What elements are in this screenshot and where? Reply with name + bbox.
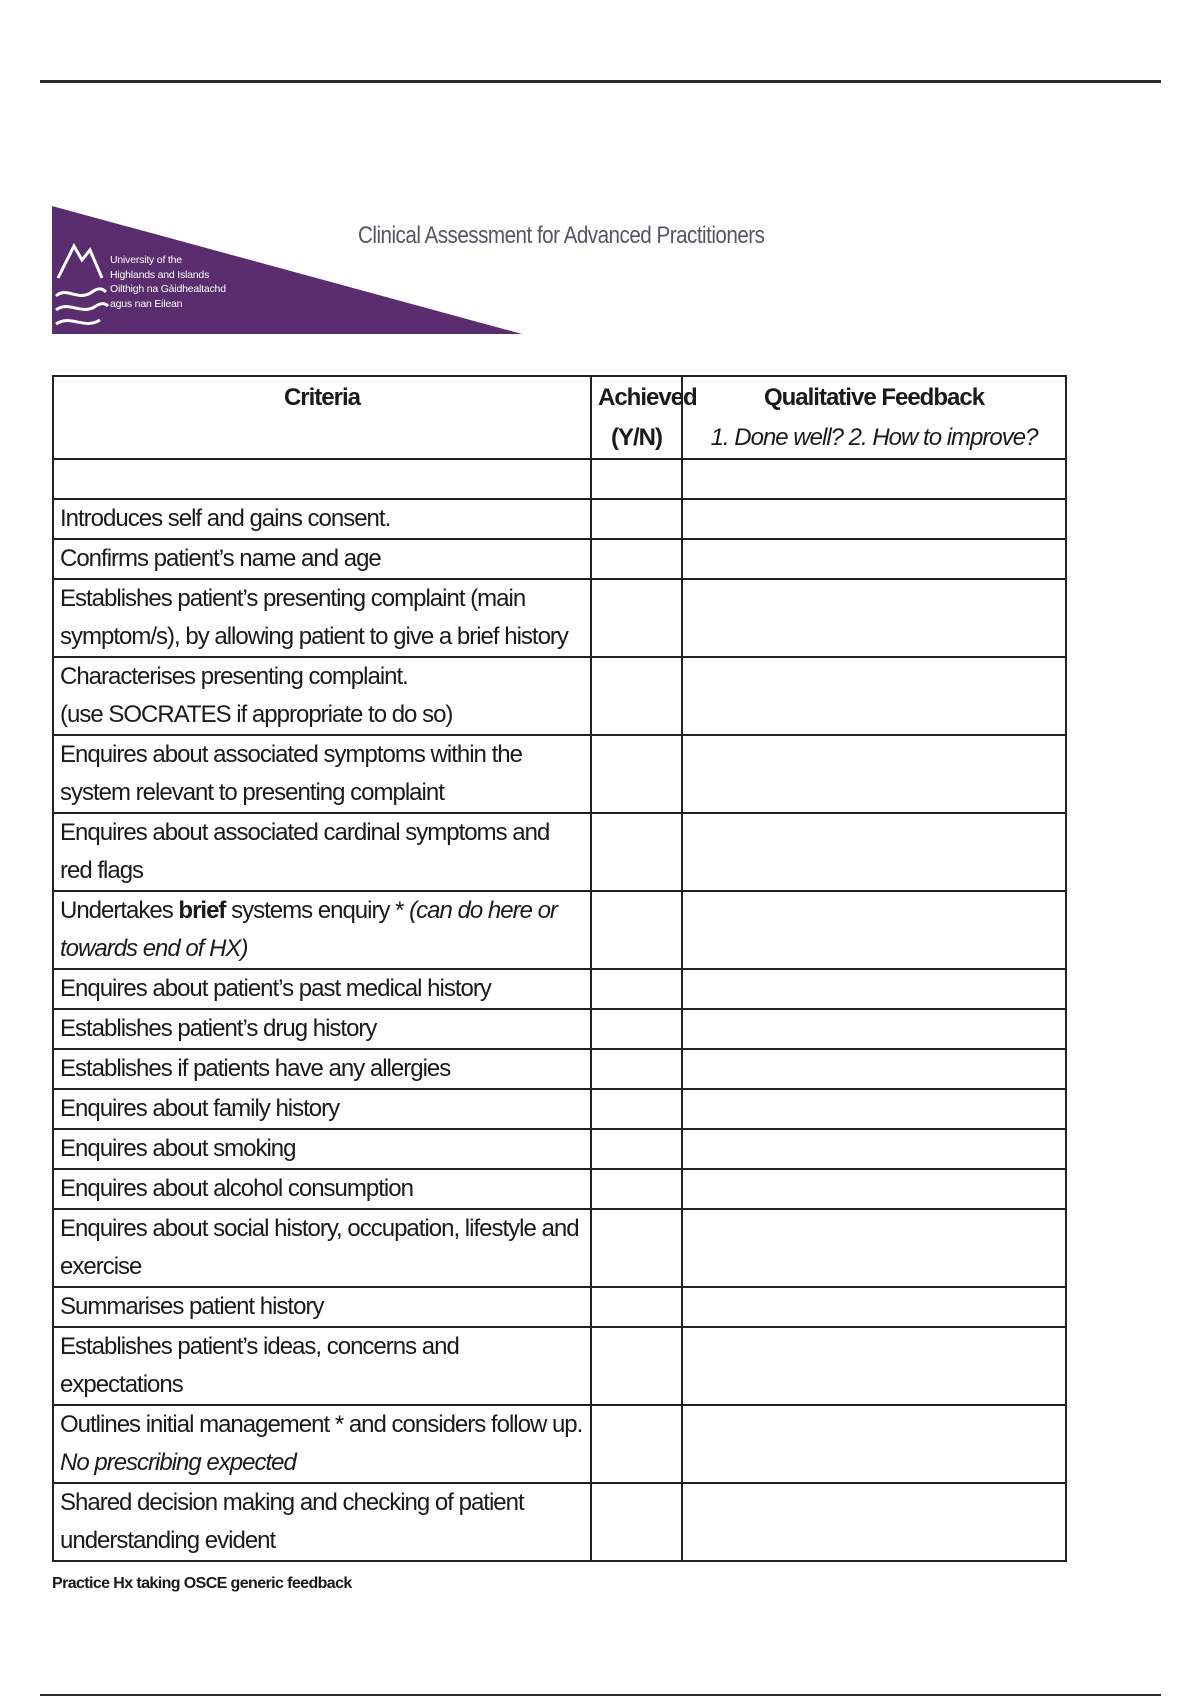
- table-row: [53, 539, 1066, 579]
- table-row: [53, 969, 1066, 1009]
- feedback-cell[interactable]: [682, 735, 1066, 813]
- criteria-cell: Establishes patient’s presenting complaint (main symptom/s), by allowing patient to give a brief history: [53, 579, 591, 657]
- feedback-cell[interactable]: [682, 1209, 1066, 1287]
- feedback-cell[interactable]: [682, 1287, 1066, 1327]
- feedback-cell[interactable]: [682, 459, 1066, 499]
- achieved-cell[interactable]: [591, 1483, 682, 1561]
- achieved-cell[interactable]: [591, 1327, 682, 1405]
- criteria-cell: Characterises presenting complaint. (use SOCRATES if appropriate to do so): [53, 657, 591, 735]
- feedback-cell[interactable]: [682, 1327, 1066, 1405]
- feedback-cell[interactable]: [682, 579, 1066, 657]
- feedback-cell[interactable]: [682, 539, 1066, 579]
- achieved-cell[interactable]: [591, 1049, 682, 1089]
- achieved-cell[interactable]: [591, 1209, 682, 1287]
- feedback-cell[interactable]: [682, 1009, 1066, 1049]
- achieved-cell[interactable]: [591, 579, 682, 657]
- achieved-cell[interactable]: [591, 1089, 682, 1129]
- feedback-cell[interactable]: [682, 1129, 1066, 1169]
- achieved-cell[interactable]: [591, 459, 682, 499]
- criteria-cell: Enquires about family history: [53, 1089, 591, 1129]
- bottom-rule: [40, 1694, 1161, 1696]
- table-row: [53, 1327, 1066, 1405]
- feedback-cell[interactable]: [682, 1483, 1066, 1561]
- achieved-cell[interactable]: [591, 657, 682, 735]
- footer-note: Practice Hx taking OSCE generic feedback: [52, 1575, 352, 1592]
- achieved-cell[interactable]: [591, 1129, 682, 1169]
- criteria-cell: Establishes patient’s ideas, concerns and expectations: [53, 1327, 591, 1405]
- table-row: [53, 735, 1066, 813]
- criteria-cell: Introduces self and gains consent.: [53, 499, 591, 539]
- criteria-table: [52, 375, 1067, 1562]
- table-row: [53, 813, 1066, 891]
- table-row: [53, 1129, 1066, 1169]
- criteria-cell: Summarises patient history: [53, 1287, 591, 1327]
- table-row: [53, 579, 1066, 657]
- table-row-blank: [53, 459, 1066, 499]
- criteria-cell: Enquires about social history, occupation, lifestyle and exercise: [53, 1209, 591, 1287]
- table-row: [53, 1209, 1066, 1287]
- achieved-cell[interactable]: [591, 539, 682, 579]
- criteria-cell: Undertakes brief systems enquiry * (can do here or towards end of HX): [53, 891, 591, 969]
- table-row: [53, 1049, 1066, 1089]
- table-row: [53, 1483, 1066, 1561]
- table-row: [53, 657, 1066, 735]
- table-row: [53, 1287, 1066, 1327]
- feedback-cell[interactable]: [682, 657, 1066, 735]
- achieved-cell[interactable]: [591, 891, 682, 969]
- table-row: [53, 1405, 1066, 1483]
- criteria-cell: Enquires about smoking: [53, 1129, 591, 1169]
- table-row: [53, 499, 1066, 539]
- table-row: [53, 1009, 1066, 1049]
- criteria-cell: Establishes patient’s drug history: [53, 1009, 591, 1049]
- achieved-cell[interactable]: [591, 969, 682, 1009]
- feedback-cell[interactable]: [682, 1405, 1066, 1483]
- criteria-cell: Enquires about associated cardinal symptoms and red flags: [53, 813, 591, 891]
- achieved-cell[interactable]: [591, 499, 682, 539]
- table-header-row: [53, 376, 1066, 459]
- criteria-cell: Confirms patient’s name and age: [53, 539, 591, 579]
- achieved-cell[interactable]: [591, 1287, 682, 1327]
- document-title: Clinical Assessment for Advanced Practitioners: [358, 222, 765, 249]
- achieved-cell[interactable]: [591, 735, 682, 813]
- table-row: [53, 1169, 1066, 1209]
- logo-wordmark: University of the Highlands and Islands Oilthigh na Gàidhealtachd agus nan Eilean: [110, 254, 226, 310]
- achieved-header: Achieved (Y/N): [591, 376, 682, 459]
- top-rule: [40, 80, 1161, 83]
- feedback-cell[interactable]: [682, 969, 1066, 1009]
- feedback-cell[interactable]: [682, 499, 1066, 539]
- achieved-cell[interactable]: [591, 1009, 682, 1049]
- table-row: [53, 891, 1066, 969]
- criteria-cell: Enquires about patient’s past medical history: [53, 969, 591, 1009]
- feedback-cell[interactable]: [682, 891, 1066, 969]
- criteria-header: Criteria: [53, 376, 591, 459]
- criteria-cell: Outlines initial management * and considers follow up. No prescribing expected: [53, 1405, 591, 1483]
- feedback-cell[interactable]: [682, 1089, 1066, 1129]
- feedback-header: Qualitative Feedback 1. Done well? 2. How to improve?: [682, 376, 1066, 459]
- feedback-cell[interactable]: [682, 1169, 1066, 1209]
- achieved-cell[interactable]: [591, 1169, 682, 1209]
- feedback-cell[interactable]: [682, 1049, 1066, 1089]
- achieved-cell[interactable]: [591, 813, 682, 891]
- criteria-cell: Enquires about alcohol consumption: [53, 1169, 591, 1209]
- achieved-cell[interactable]: [591, 1405, 682, 1483]
- feedback-cell[interactable]: [682, 813, 1066, 891]
- criteria-cell: Establishes if patients have any allergies: [53, 1049, 591, 1089]
- criteria-cell: Enquires about associated symptoms within the system relevant to presenting complaint: [53, 735, 591, 813]
- table-row: [53, 1089, 1066, 1129]
- criteria-cell: [53, 459, 591, 499]
- criteria-cell: Shared decision making and checking of patient understanding evident: [53, 1483, 591, 1561]
